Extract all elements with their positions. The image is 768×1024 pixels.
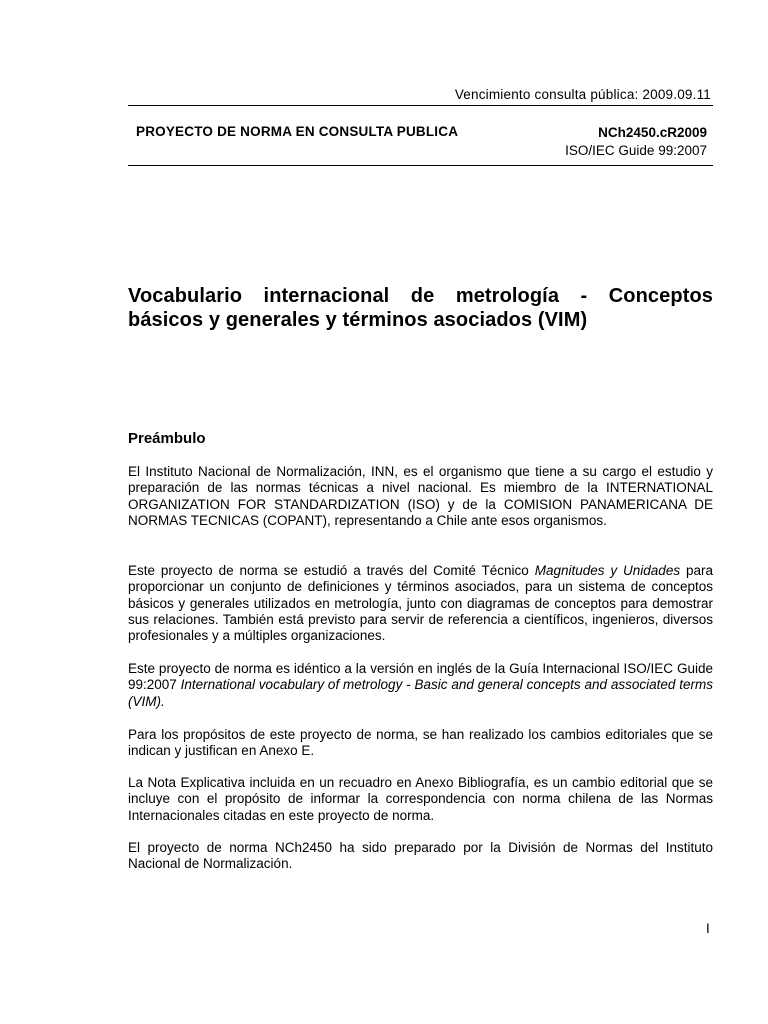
document-title [128,284,713,332]
header-codes [565,124,707,160]
header-status: PROYECTO DE NORMA EN CONSULTA PUBLICA [136,124,459,139]
paragraph-3 [128,661,713,710]
consultation-deadline: Vencimiento consulta pública: 2009.09.11 [454,87,711,102]
paragraph-2 [128,563,713,644]
iso-reference: ISO/IEC Guide 99:2007 [565,143,707,158]
paragraph-6: El proyecto de norma NCh2450 ha sido preparado por la División de Normas del Instituto Nacional de Normalización. [128,840,713,872]
standard-code: NCh2450.cR2009 [598,125,707,140]
paragraph-3-text-a: Este proyecto de norma es idéntico a la versión en inglés de la Guía Internacional ISO/IEC Guide 99:2007 [128,661,713,693]
header-rule-bottom [128,165,713,166]
paragraph-2-text-a: Este proyecto de norma se estudió a través del Comité Técnico [128,563,535,578]
paragraph-1: El Instituto Nacional de Normalización, INN, es el organismo que tiene a su cargo el estudio y preparación de las normas técnicas a nivel nacional. Es miembro de la INTERNATIONAL ORGANIZATION FOR STANDARDIZATION (ISO) y de la COMISION PANAMERICANA DE NORMAS TECNICAS (COPANT), representando a Chile ante esos organismos. [128,464,713,528]
document-title-line-2: básicos y generales y términos asociados (VIM) [128,309,588,331]
paragraph-3-italic: International vocabulary of metrology - Basic and general concepts and associated terms (VIM). [128,677,713,709]
section-heading-preamble: Preámbulo [128,430,206,447]
paragraph-2-text-b: para proporcionar un conjunto de definiciones y términos asociados, para un sistema de conceptos básicos y generales utilizados en metrología, junto con diagramas de conceptos para demostrar sus relaciones. También está previsto para servir de referencia a científicos, ingenieros, diversos profesionales y a múltiples organizaciones. [128,563,713,644]
header-rule-top [128,105,713,106]
paragraph-5: La Nota Explicativa incluida en un recuadro en Anexo Bibliografía, es un cambio editorial que se incluye con el propósito de informar la correspondencia con norma chilena de las Normas Internacionales citadas en este proyecto de norma. [128,775,713,823]
paragraph-2-italic: Magnitudes y Unidades [534,563,681,578]
paragraph-4: Para los propósitos de este proyecto de norma, se han realizado los cambios editoriales que se indican y justifican en Anexo E. [128,727,713,759]
document-title-line-1: Vocabulario internacional de metrología - Conceptos [128,285,713,307]
page-number: I [706,921,710,936]
